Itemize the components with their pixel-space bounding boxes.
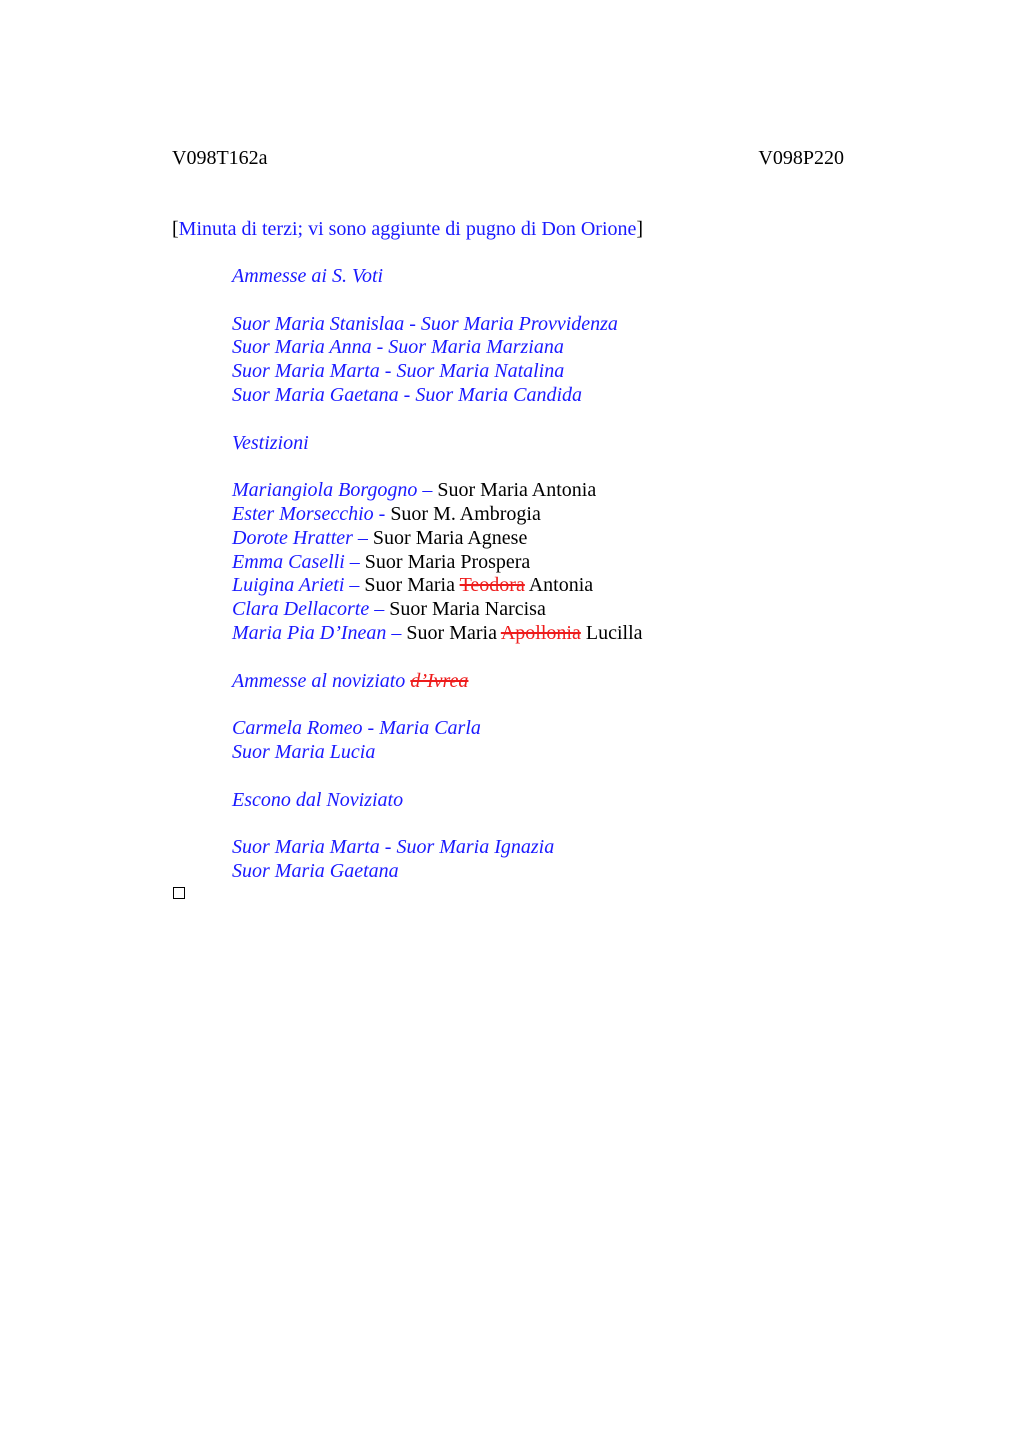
list-item: Suor Maria Gaetana - Suor Maria Candida — [232, 383, 582, 406]
deleted-name: Teodora — [459, 574, 525, 597]
separator: – — [344, 574, 365, 597]
editorial-note — [172, 217, 643, 241]
heading-text: Ammesse al noviziato — [232, 669, 411, 692]
separator: – — [352, 526, 373, 549]
religious-name: Suor Maria Agnese — [372, 526, 528, 549]
list-item — [232, 527, 932, 551]
note-close-bracket: ] — [636, 218, 644, 240]
religious-name: Suor Maria Prospera — [364, 550, 531, 573]
lay-name: Clara Dellacorte — [232, 598, 370, 621]
section-heading-vestizioni: Vestizioni — [232, 431, 309, 454]
separator: – — [386, 621, 407, 644]
lay-name: Emma Caselli — [232, 550, 345, 573]
note-open-bracket: [ — [172, 218, 179, 240]
religious-name: Suor Maria Antonia — [437, 479, 597, 502]
religious-name-suffix: Antonia — [524, 574, 594, 597]
page-header — [172, 146, 844, 170]
page-code: V098P220 — [758, 147, 844, 169]
religious-name-prefix: Suor Maria — [364, 574, 460, 597]
list-item: Suor Maria Marta - Suor Maria Ignazia — [232, 836, 555, 859]
section-heading-escono: Escono dal Noviziato — [232, 788, 404, 811]
list-item: Suor Maria Anna - Suor Maria Marziana — [232, 336, 564, 359]
list-item: Suor Maria Lucia — [232, 740, 376, 763]
deleted-text: d’Ivrea — [410, 669, 469, 692]
separator: – — [344, 550, 365, 573]
lay-name: Ester Morsecchio — [232, 502, 374, 525]
religious-name-prefix: Suor Maria — [406, 621, 501, 644]
list-item — [232, 598, 932, 622]
list-item — [232, 479, 932, 503]
separator: – — [369, 598, 390, 621]
lay-name: Maria Pia D’Inean — [232, 621, 387, 644]
lay-name: Mariangiola Borgogno — [232, 479, 418, 502]
deleted-name: Apollonia — [500, 621, 581, 644]
religious-name-suffix: Lucilla — [580, 621, 643, 644]
religious-name: Suor M. Ambrogia — [390, 502, 541, 525]
list-item — [232, 503, 932, 527]
lay-name: Dorote Hratter — [232, 526, 353, 549]
end-of-document-box-icon — [173, 887, 185, 899]
list-item: Suor Maria Marta - Suor Maria Natalina — [232, 360, 565, 383]
separator: – — [417, 479, 438, 502]
list-item — [232, 551, 932, 575]
section-heading-voti: Ammesse ai S. Voti — [232, 265, 384, 287]
document-body — [232, 265, 932, 884]
list-item — [232, 574, 932, 598]
list-item — [232, 622, 932, 646]
section-heading-noviziato — [232, 670, 932, 694]
document-code: V098T162a — [172, 147, 268, 169]
list-item: Carmela Romeo - Maria Carla — [232, 717, 481, 740]
list-item: Suor Maria Gaetana — [232, 859, 399, 882]
list-item: Suor Maria Stanislaa - Suor Maria Provvidenza — [232, 312, 618, 335]
note-text: Minuta di terzi; vi sono aggiunte di pugno di Don Orione — [178, 218, 637, 240]
separator: - — [373, 502, 391, 525]
religious-name: Suor Maria Narcisa — [389, 598, 546, 621]
lay-name: Luigina Arieti — [232, 574, 345, 597]
